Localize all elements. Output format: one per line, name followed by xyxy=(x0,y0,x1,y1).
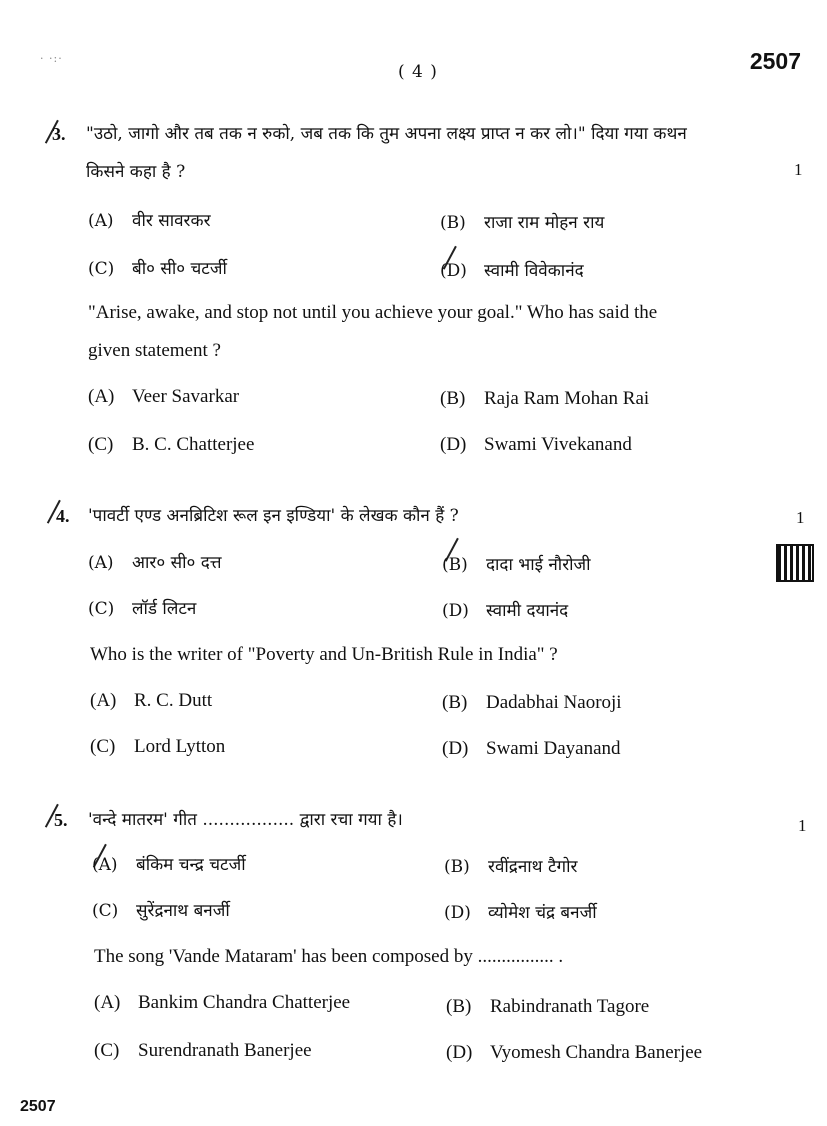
option-text: आर० सी० दत्त xyxy=(132,553,222,573)
option-label: (B) xyxy=(446,996,472,1017)
option-text: Rabindranath Tagore xyxy=(490,996,650,1017)
option-a-english xyxy=(88,386,239,408)
option-text: Lord Lytton xyxy=(134,736,226,757)
option-label: (D) xyxy=(442,601,469,621)
option-text: Swami Vivekanand xyxy=(484,434,632,455)
option-label: (A) xyxy=(94,992,121,1013)
corner-smudge: · ·:· xyxy=(40,52,63,65)
option-d-english xyxy=(446,1042,702,1064)
option-text: Dadabhai Naoroji xyxy=(486,692,622,713)
question-stem-english: Who is the writer of "Poverty and Un-British Rule in India" ? xyxy=(90,644,558,665)
question-marks: 1 xyxy=(798,816,807,835)
question-stem-english-line2: given statement ? xyxy=(88,340,221,361)
option-a-english xyxy=(90,690,212,712)
option-text: बी० सी० चटर्जी xyxy=(132,259,227,279)
option-label: (A) xyxy=(92,855,118,875)
option-label: (D) xyxy=(444,903,471,923)
option-label: (B) xyxy=(444,857,470,877)
qr-code-icon xyxy=(776,544,814,582)
option-label: (C) xyxy=(88,599,115,619)
option-text: Surendranath Banerjee xyxy=(138,1040,312,1061)
question-stem-hindi: "उठो, जागो और तब तक न रुको, जब तक कि तुम अपना लक्ष्य प्राप्त न कर लो।" दिया गया कथन xyxy=(86,124,687,144)
option-text: Raja Ram Mohan Rai xyxy=(484,388,650,409)
option-text: राजा राम मोहन राय xyxy=(484,213,605,233)
option-text: स्वामी विवेकानंद xyxy=(484,261,584,281)
question-stem-hindi: 'पावर्टी एण्ड अनब्रिटिश रूल इन इण्डिया' के लेखक कौन हैं ? xyxy=(88,506,459,526)
option-c-hindi xyxy=(88,596,196,619)
option-a-hindi xyxy=(92,852,246,875)
option-d-hindi xyxy=(442,598,568,621)
question-number: 4. xyxy=(56,506,70,526)
option-text: बंकिम चन्द्र चटर्जी xyxy=(136,855,246,875)
option-text: दादा भाई नौरोजी xyxy=(486,555,591,575)
option-b-hindi xyxy=(442,552,591,575)
option-d-hindi xyxy=(444,900,597,923)
option-text: लॉर्ड लिटन xyxy=(132,599,197,619)
option-label: (A) xyxy=(90,690,117,711)
option-label: (C) xyxy=(92,901,119,921)
option-label: (B) xyxy=(442,692,468,713)
option-b-english xyxy=(440,388,649,410)
option-text: व्योमेश चंद्र बनर्जी xyxy=(488,903,597,923)
question-stem-english: "Arise, awake, and stop not until you achieve your goal." Who has said the xyxy=(88,302,658,323)
question-marks: 1 xyxy=(796,508,805,527)
option-label: (C) xyxy=(88,434,114,455)
option-d-english xyxy=(440,434,632,456)
option-text: Swami Dayanand xyxy=(486,738,621,759)
option-c-english xyxy=(88,434,254,456)
option-label: (D) xyxy=(446,1042,473,1063)
option-text: R. C. Dutt xyxy=(134,690,213,711)
option-text: वीर सावरकर xyxy=(132,211,211,231)
option-a-english xyxy=(94,992,350,1014)
option-label: (C) xyxy=(88,259,115,279)
question-number: 5. xyxy=(54,810,68,830)
option-c-english xyxy=(90,736,225,758)
option-label: (D) xyxy=(442,738,469,759)
question-marks: 1 xyxy=(794,160,803,179)
option-label: (B) xyxy=(442,555,468,575)
option-label: (A) xyxy=(88,211,114,231)
paper-code-top: 2507 xyxy=(749,48,801,74)
option-label: (C) xyxy=(90,736,116,757)
option-c-hindi xyxy=(92,898,230,921)
option-d-hindi xyxy=(440,258,584,281)
option-text: Vyomesh Chandra Banerjee xyxy=(490,1042,703,1063)
option-d-english xyxy=(442,738,621,760)
paper-code-bottom: 2507 xyxy=(20,1098,56,1115)
option-text: स्वामी दयानंद xyxy=(486,601,569,621)
option-text: रवींद्रनाथ टैगोर xyxy=(488,857,578,877)
option-label: (B) xyxy=(440,388,466,409)
option-b-hindi xyxy=(440,210,604,233)
option-label: (D) xyxy=(440,261,467,281)
question-stem-hindi: 'वन्दे मातरम' गीत ................. द्वारा रचा गया है। xyxy=(88,810,403,830)
option-text: Veer Savarkar xyxy=(132,386,240,407)
option-b-english xyxy=(442,692,622,714)
option-a-hindi xyxy=(88,550,221,573)
option-c-english xyxy=(94,1040,312,1062)
option-text: सुरेंद्रनाथ बनर्जी xyxy=(136,901,230,921)
page-number: ( 4 ) xyxy=(398,62,438,82)
option-a-hindi xyxy=(88,208,211,231)
option-label: (D) xyxy=(440,434,467,455)
option-text: Bankim Chandra Chatterjee xyxy=(138,992,351,1013)
option-label: (A) xyxy=(88,386,115,407)
question-stem-hindi-line2: किसने कहा है ? xyxy=(86,162,186,182)
option-label: (B) xyxy=(440,213,466,233)
option-label: (A) xyxy=(88,553,114,573)
option-c-hindi xyxy=(88,256,227,279)
option-label: (C) xyxy=(94,1040,120,1061)
option-b-english xyxy=(446,996,649,1018)
option-text: B. C. Chatterjee xyxy=(132,434,255,455)
question-number: 3. xyxy=(52,124,66,144)
question-stem-english: The song 'Vande Mataram' has been composed by ................ . xyxy=(94,946,564,967)
option-b-hindi xyxy=(444,854,577,877)
